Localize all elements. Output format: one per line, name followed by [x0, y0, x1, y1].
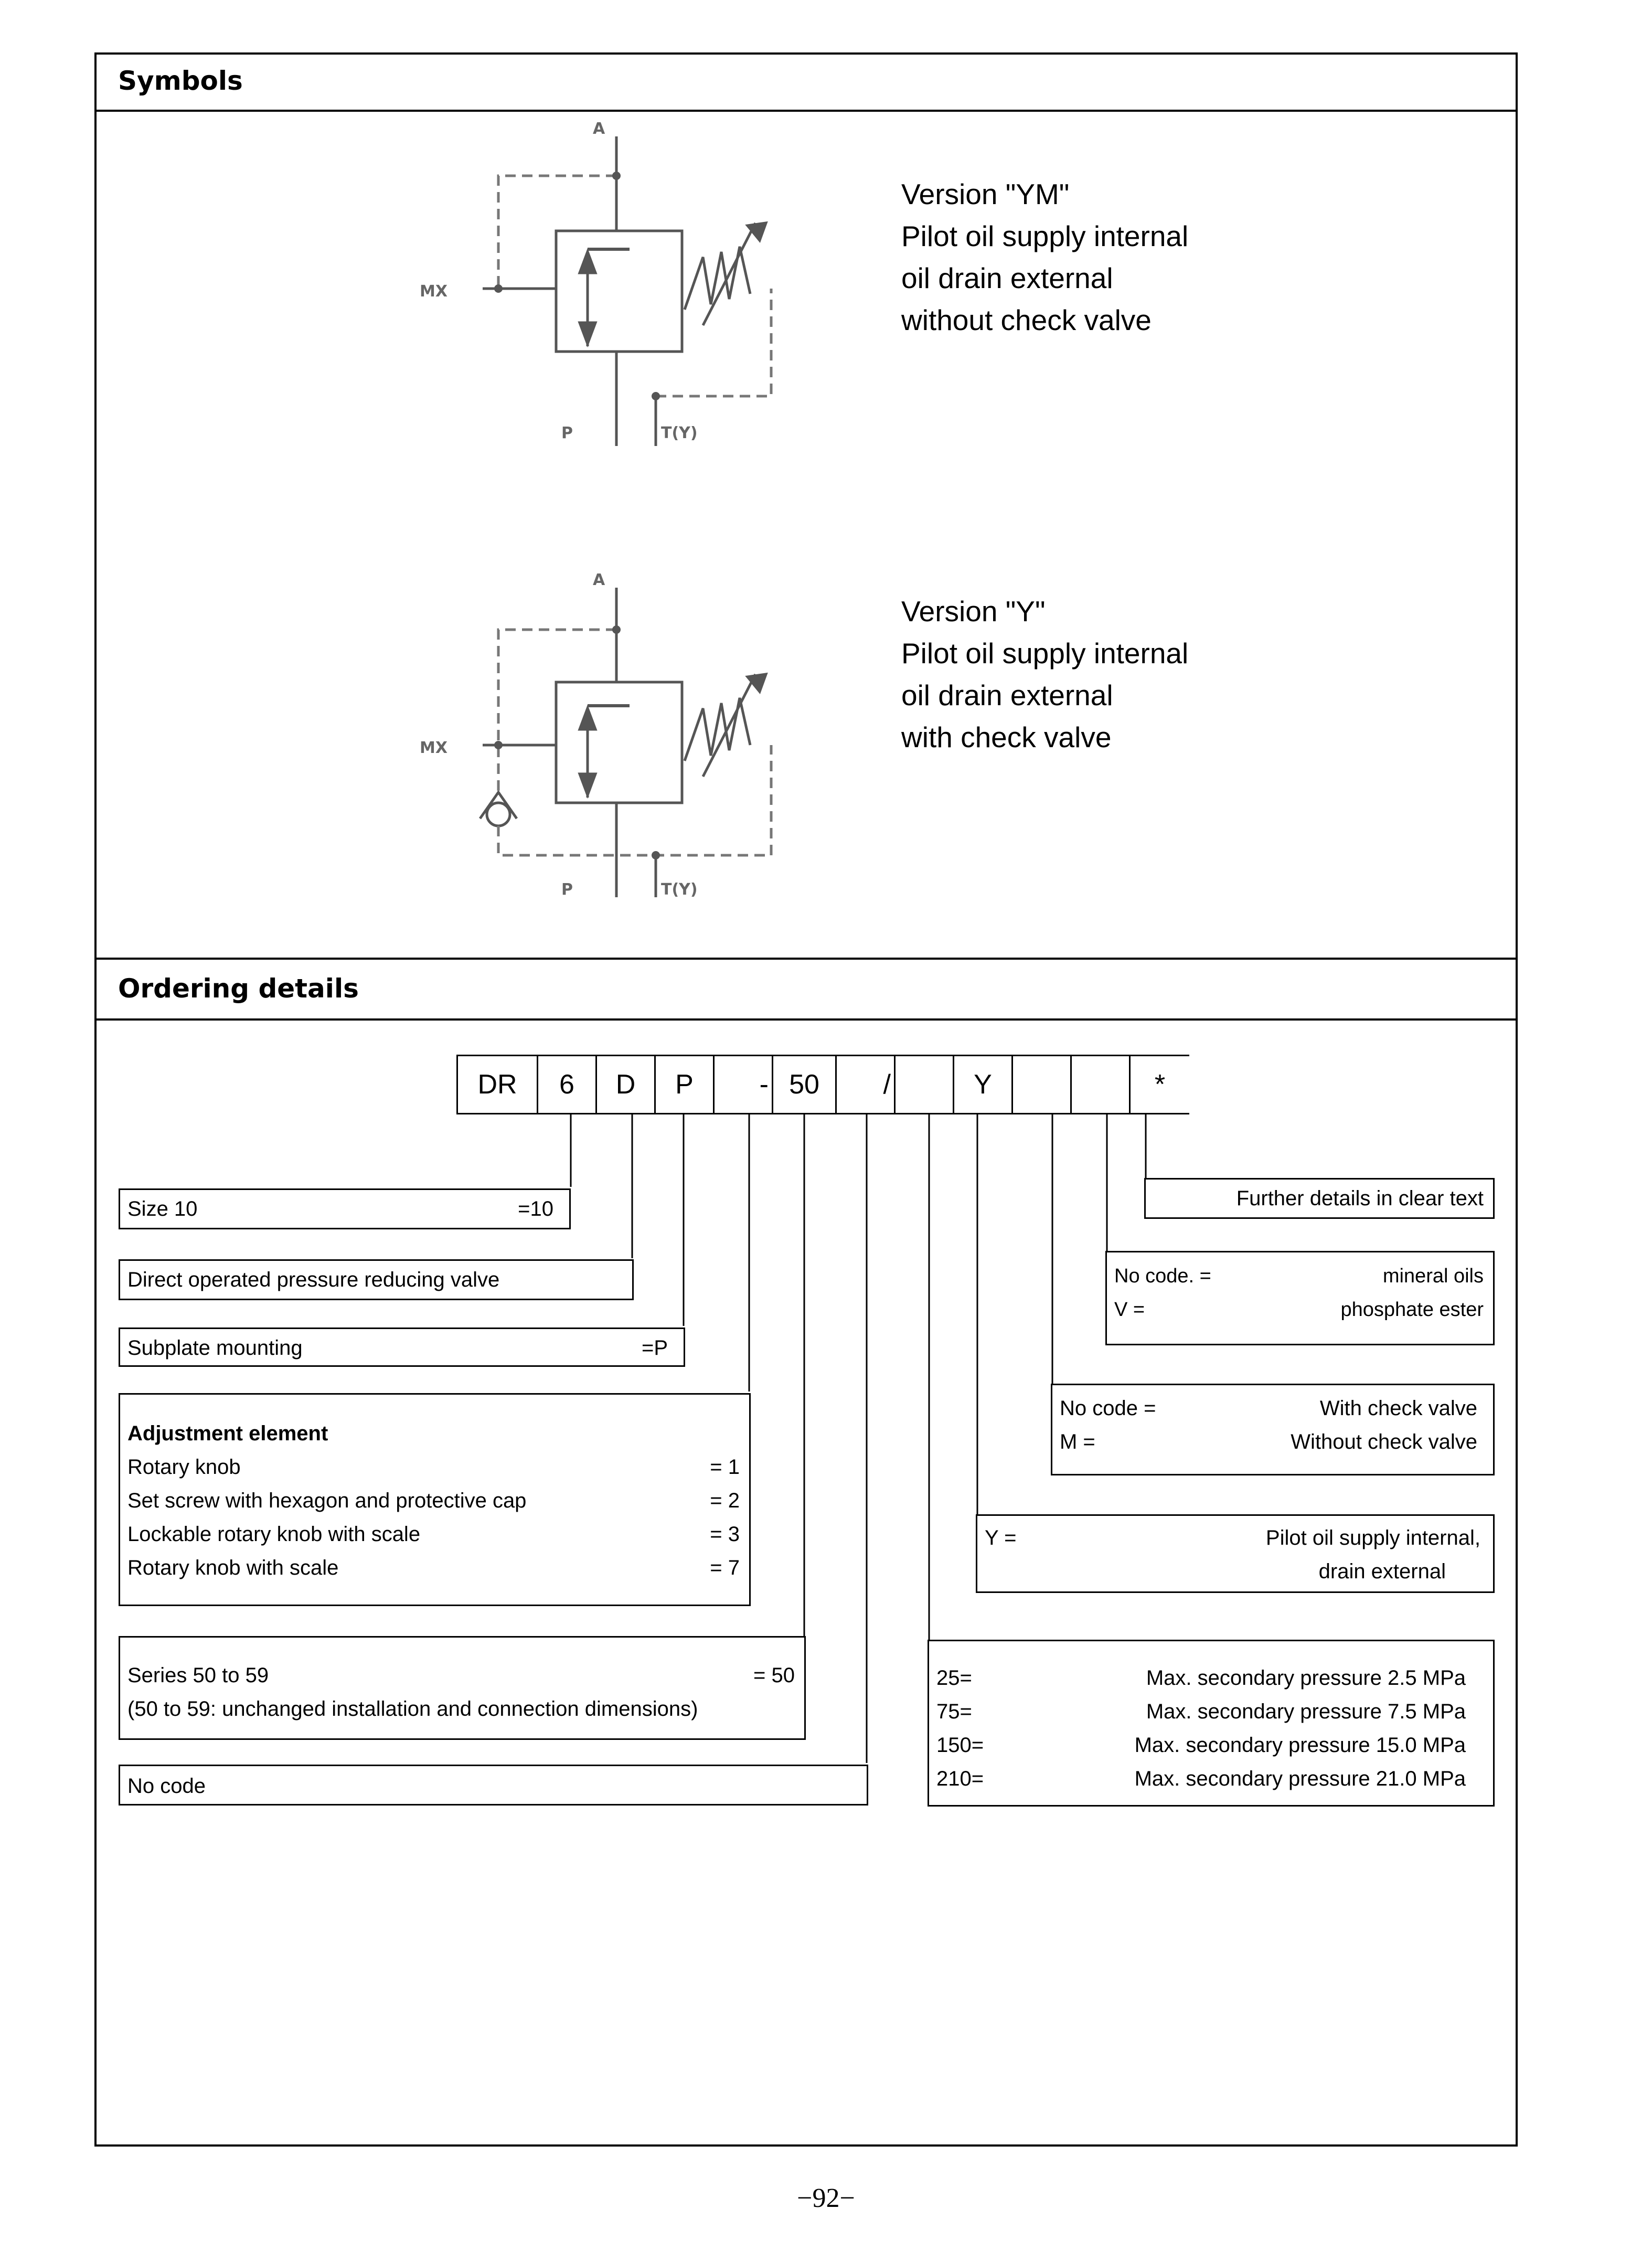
code-cell-pilot: Y [953, 1055, 1013, 1114]
seal-code: No code. = [1114, 1265, 1211, 1287]
size-label: Size 10 [127, 1197, 198, 1220]
code-cell-series-prefix: DR [456, 1055, 538, 1114]
code-cell-mounting: P [654, 1055, 715, 1114]
mounting-box [119, 1327, 685, 1367]
adjustment-title: Adjustment element [127, 1422, 328, 1445]
code-cell-adjustment: - [713, 1055, 773, 1114]
size-box [119, 1188, 571, 1229]
mounting-label: Subplate mounting [127, 1336, 303, 1360]
size-value: =10 [518, 1197, 553, 1220]
port-mx-label: MX [420, 739, 447, 757]
check-valve-code: M = [1060, 1430, 1095, 1453]
desc-line: Version "Y" [901, 595, 1046, 628]
adjustment-option-label: Set screw with hexagon and protective cap [127, 1489, 527, 1512]
further-details-box [1144, 1178, 1495, 1219]
series-value: = 50 [753, 1664, 795, 1687]
pressure-desc: Max. secondary pressure 2.5 MPa [1146, 1666, 1466, 1690]
adjustment-option-label: Rotary knob with scale [127, 1556, 339, 1579]
port-mx-label: MX [420, 282, 447, 301]
pilot-box [976, 1514, 1495, 1593]
pilot-desc: drain external [1318, 1560, 1446, 1583]
further-details-label: Further details in clear text [1236, 1187, 1484, 1210]
seal-code: V = [1114, 1299, 1145, 1321]
adjustment-option-value: = 7 [710, 1556, 740, 1579]
pressure-code: 25= [936, 1666, 972, 1690]
ordering-section-title: Ordering details [118, 973, 359, 1004]
code-cell-further: * [1129, 1055, 1189, 1114]
no-code-label: No code [127, 1775, 206, 1798]
port-a-label: A [593, 572, 605, 589]
seal-desc: mineral oils [1382, 1265, 1484, 1287]
adjustment-box [119, 1393, 751, 1606]
check-valve-box [1051, 1384, 1495, 1475]
mounting-value: =P [641, 1336, 668, 1360]
series-note: (50 to 59: unchanged installation and connection dimensions) [127, 1697, 698, 1720]
seals-box [1105, 1251, 1495, 1345]
port-a-label: A [593, 121, 605, 138]
code-cell-slash: / [835, 1055, 896, 1114]
pilot-code: Y = [985, 1526, 1017, 1549]
pressure-code: 150= [936, 1734, 984, 1757]
adjustment-option-value: = 2 [710, 1489, 740, 1512]
adjustment-option-value: = 3 [710, 1523, 740, 1546]
port-t-label: T(Y) [661, 880, 698, 899]
desc-line: Version "YM" [901, 178, 1070, 210]
code-cell-type: D [595, 1055, 656, 1114]
series-label: Series 50 to 59 [127, 1664, 269, 1687]
pressure-code: 210= [936, 1767, 984, 1790]
page-number: −92− [797, 2183, 855, 2213]
series-box [119, 1636, 806, 1740]
code-cell-size: 6 [537, 1055, 597, 1114]
port-t-label: T(Y) [661, 424, 698, 442]
desc-line: oil drain external [901, 679, 1113, 711]
code-cell-series: 50 [772, 1055, 837, 1114]
adjustment-option-label: Lockable rotary knob with scale [127, 1523, 421, 1546]
pressure-box [928, 1640, 1495, 1807]
desc-line: Pilot oil supply internal [901, 220, 1189, 252]
desc-line: Pilot oil supply internal [901, 637, 1189, 670]
port-p-label: P [561, 424, 573, 442]
adjustment-option-label: Rotary knob [127, 1456, 241, 1479]
type-label: Direct operated pressure reducing valve [127, 1268, 500, 1291]
pressure-code: 75= [936, 1700, 972, 1723]
pilot-desc: Pilot oil supply internal, [1265, 1526, 1480, 1549]
port-p-label: P [561, 880, 573, 899]
pressure-desc: Max. secondary pressure 7.5 MPa [1146, 1700, 1466, 1723]
type-box [119, 1259, 634, 1300]
pressure-desc: Max. secondary pressure 21.0 MPa [1134, 1767, 1466, 1790]
desc-line: oil drain external [901, 262, 1113, 294]
no-code-box [119, 1765, 868, 1805]
symbols-section-title: Symbols [118, 66, 243, 96]
check-valve-desc: Without check valve [1291, 1430, 1477, 1453]
adjustment-option-value: = 1 [710, 1456, 740, 1479]
pressure-desc: Max. secondary pressure 15.0 MPa [1134, 1734, 1466, 1757]
check-valve-desc: With check valve [1319, 1397, 1477, 1420]
seal-desc: phosphate ester [1340, 1299, 1484, 1321]
desc-line: without check valve [901, 304, 1152, 336]
check-valve-code: No code = [1060, 1397, 1156, 1420]
desc-line: with check valve [901, 721, 1112, 753]
